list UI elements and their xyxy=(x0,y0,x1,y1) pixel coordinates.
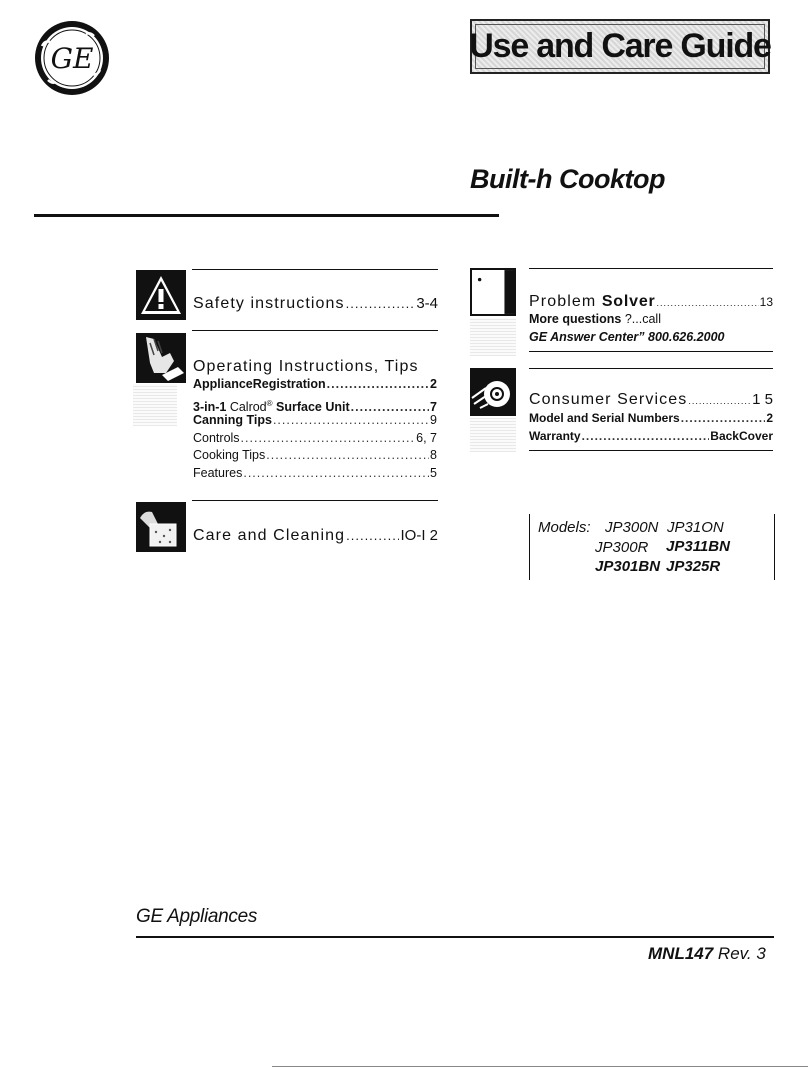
leader-dots xyxy=(243,465,429,482)
leader-dots xyxy=(582,428,710,445)
section-rule xyxy=(529,351,773,352)
appliance-box-icon xyxy=(470,268,516,316)
leader-dots xyxy=(688,396,751,406)
decorative-texture xyxy=(133,384,177,426)
toc-entry-label: Controls xyxy=(193,431,240,445)
toc-care-label: Care and Cleaning xyxy=(193,527,346,544)
section-rule xyxy=(192,330,438,331)
toc-entry[interactable] xyxy=(193,447,437,464)
model-number: JP301BN xyxy=(595,558,661,575)
leader-dots xyxy=(273,412,429,429)
toc-entry-page: 9 xyxy=(430,413,437,427)
toc-problem-page: 13 xyxy=(759,295,773,309)
toc-entry[interactable] xyxy=(193,412,437,429)
tape-measure-icon xyxy=(470,368,516,416)
section-rule xyxy=(192,500,438,501)
toc-entry[interactable] xyxy=(529,410,773,427)
toc-entry[interactable] xyxy=(193,430,437,447)
hand-with-sponge-icon xyxy=(136,502,186,552)
warning-icon xyxy=(136,270,186,320)
toc-entry-page: 5 xyxy=(430,466,437,480)
leader-dots xyxy=(327,376,429,393)
toc-care[interactable] xyxy=(193,527,438,545)
toc-safety[interactable] xyxy=(193,295,438,313)
toc-safety-label: Safety instructions xyxy=(193,295,345,312)
toc-entry-page: 2 xyxy=(766,411,773,425)
toc-entry[interactable] xyxy=(193,465,437,482)
toc-problem-label: Problem Solver xyxy=(529,293,656,310)
model-number: JP325R xyxy=(666,558,721,575)
toc-care-page: IO-I 2 xyxy=(400,527,438,544)
answer-center-phone: GE Answer Center” 800.626.2000 xyxy=(529,330,725,344)
models-box xyxy=(529,514,775,580)
toc-entry-label: Cooking Tips xyxy=(193,448,266,462)
page-bottom-rule xyxy=(272,1066,808,1067)
title-banner xyxy=(470,19,770,74)
more-questions-text: More questions ?...call xyxy=(529,312,661,326)
section-rule xyxy=(529,450,773,451)
leader-dots xyxy=(241,430,416,447)
section-rule xyxy=(192,269,438,270)
models-label: Models: xyxy=(538,519,591,536)
section-rule xyxy=(529,268,773,269)
toc-entry-label: Warranty xyxy=(529,429,581,443)
toc-consumer-services[interactable] xyxy=(529,391,773,409)
toc-entry-label: Model and Serial Numbers xyxy=(529,411,680,425)
model-number: JP311BN xyxy=(666,538,730,555)
leader-dots xyxy=(681,410,766,427)
leader-dots xyxy=(657,298,759,308)
toc-entry-page: 2 xyxy=(430,377,437,391)
ge-logo xyxy=(34,20,110,96)
model-number: JP300N xyxy=(605,519,659,536)
toc-problem-solver[interactable] xyxy=(529,293,773,311)
document-subtitle: Built-h Cooktop xyxy=(470,164,665,194)
section-rule xyxy=(529,368,773,369)
toc-operating-label: Operating Instructions, Tips xyxy=(193,358,419,375)
model-number: JP300R xyxy=(595,539,649,556)
toc-entry-page: 8 xyxy=(430,448,437,462)
document-title: Use and Care Guide xyxy=(475,24,765,69)
toc-entry-label: Features xyxy=(193,466,243,480)
header-divider xyxy=(34,214,499,217)
toc-safety-page: 3-4 xyxy=(416,295,438,312)
toc-entry-page: BackCover xyxy=(710,429,773,443)
leader-dots xyxy=(346,296,416,311)
decorative-texture xyxy=(470,318,516,356)
toc-entry-label: Canning Tips xyxy=(193,413,272,427)
svg-text:GE: GE xyxy=(50,42,94,75)
toc-entry-page: 7 xyxy=(430,400,437,415)
toc-entry[interactable] xyxy=(529,428,773,445)
manual-number: MNL147 Rev. 3 xyxy=(648,944,766,963)
hand-pressing-button-icon xyxy=(136,333,186,383)
decorative-texture xyxy=(470,418,516,452)
toc-entry-label: ApplianceRegistration xyxy=(193,377,326,391)
toc-entry-label: 3-in-1 Calrod® Surface Unit xyxy=(193,399,350,415)
leader-dots xyxy=(266,447,429,464)
footer-divider xyxy=(136,936,774,938)
toc-entry[interactable] xyxy=(193,376,437,393)
model-number: JP31ON xyxy=(667,519,724,536)
brand-name: GE Appliances xyxy=(136,906,258,927)
toc-consumer-page: 1 5 xyxy=(752,391,773,408)
toc-entry-page: 6, 7 xyxy=(416,431,437,445)
toc-consumer-label: Consumer Services xyxy=(529,391,688,408)
leader-dots xyxy=(346,528,399,543)
